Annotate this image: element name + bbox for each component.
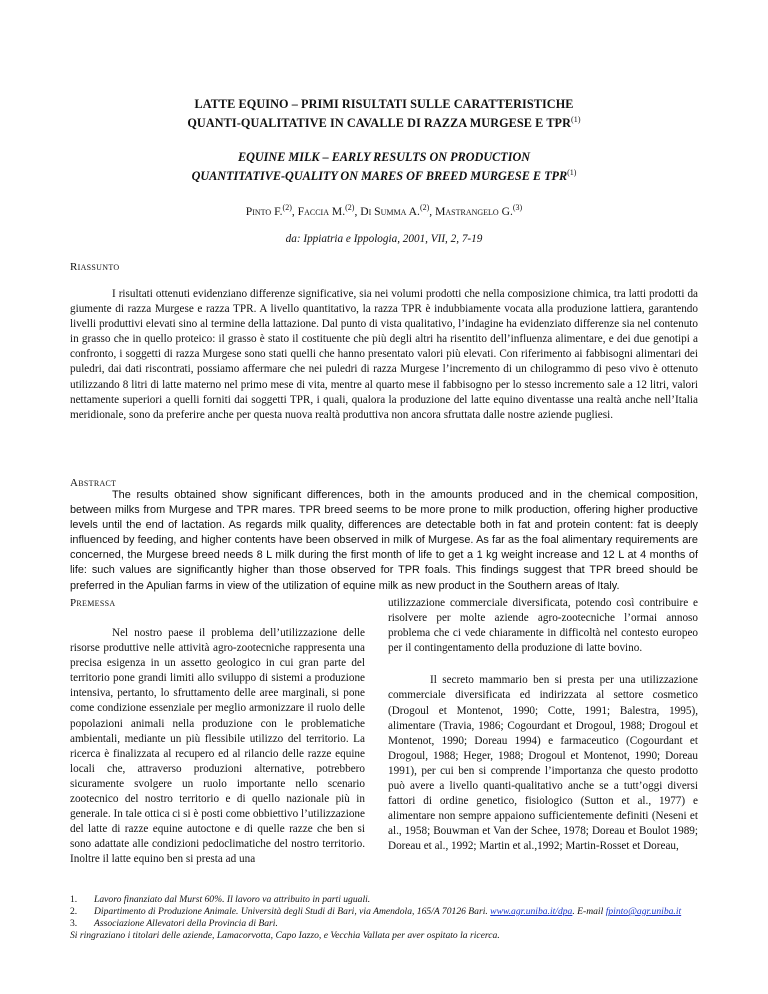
premessa-right-paragraph-1: utilizzazione commerciale diversificata, potendo così contribuire e risolvere per molte aziende agro-zootecniche l’ormai annoso problema che ci vede chiaramente in difficoltà nel contesto europeo per il contingentamento della produzione di latte bovino. bbox=[388, 597, 698, 655]
authors-line bbox=[150, 200, 618, 220]
footnote-text: Dipartimento di Produzione Animale. Università degli Studi di Bari, via Amendola, 165/A 70126 Bari. bbox=[94, 906, 488, 917]
riassunto-text: I risultati ottenuti evidenziano differenze significative, sia nei volumi prodotti che nella composizione chimica, tra latti prodotti da giumente di razza Murgese e razza TPR. A livello quantitativo, la razza TPR è indubbiamente vocata alla produzione lattiera, garantendo livelli produttivi elevati sino al termine della lattazione. Dal punto di vista qualitativo, l’indagine ha evidenziato differenze sia nel contenuto in grasso che in quello proteico: il grasso è stato il costituente che più degli altri ha risentito dell’influenza alimentare, e dei due genotipi a confronto, i soggetti di razza Murgese sono stati quelli che hanno presentato valori più elevati. Con riferimento ai fabbisogni alimentari dei puledri, dai dati riscontrati, possiamo affermare che nei puledri di razza Murgese l’incremento di un chilogrammo di peso vivo è ottenuto utilizzando 8 litri di latte materno nel primo mese di vita, mentre al quarto mese il fabbisogno per lo stesso incremento sale a 12 litri, valori nettamente superiori a quelli forniti dai soggetti TPR, i quali, qualora la produzione del latte equino diventasse una realtà anche nell’Italia meridionale, sono da preferire anche per questa nuova realtà produttiva non ancora sfruttata dalle nostre aziende pugliesi. bbox=[70, 288, 698, 421]
author-email-link[interactable]: fpinto@agr.uniba.it bbox=[605, 906, 682, 917]
department-website-link[interactable]: www.agr.uniba.it/dpa bbox=[490, 906, 573, 917]
title-italian-footnote-ref: (1) bbox=[571, 115, 581, 124]
footnotes bbox=[70, 894, 710, 942]
footnote-number: 2. bbox=[70, 906, 78, 917]
footnote-email-label: . E-mail bbox=[572, 906, 604, 917]
abstract-text: The results obtained show significant differences, both in the amounts produced and in the chemical composition, between milks from Murgese and TPR mares. TPR breed seems to be more prone to milk production, offering higher productive levels until the end of lactation. As regards milk quality, differences are detectable both in fat and protein content: fat is deeply influenced by feeding, and higher contents have been observed in milk of Murgese. As far as the foal alimentary requirements are concerned, the Murgese breed needs 8 L milk during the first month of life to get a 1 kg weight increase and 12 L at 4 months of life: such values are significantly higher than those observed for TPR foals. This findings suggest that TPR breed should be preferred in the Apulian farms in view of the utilization of equine milk as new product in the Southern areas of Italy. bbox=[70, 489, 698, 592]
title-english bbox=[110, 149, 658, 184]
title-italian-line2: QUANTI-QUALITATIVE IN CAVALLE DI RAZZA MURGESE E TPR bbox=[187, 116, 571, 131]
author-name: Mastrangelo G. bbox=[435, 204, 513, 218]
author-separator: , bbox=[354, 204, 361, 218]
title-italian-line1: LATTE EQUINO – PRIMI RISULTATI SULLE CARATTERISTICHE bbox=[194, 97, 574, 111]
author-affiliation: (2) bbox=[345, 203, 355, 212]
author-affiliation: (2) bbox=[282, 203, 292, 212]
paragraph-spacer bbox=[388, 656, 698, 673]
abstract-heading: Abstract bbox=[70, 477, 117, 489]
footnote-text: Lavoro finanziato dal Murst 60%. Il lavoro va attribuito in parti uguali. bbox=[94, 894, 371, 905]
premessa-left-column: Nel nostro paese il problema dell’utilizzazione delle risorse produttive nelle attività agro-zootecniche rappresenta una precisa esigenza in un assetto geologico in cui gran parte del territorio pone grandi limiti allo sviluppo di sistemi a produzione intensiva, pertanto, lo sfruttamento delle aree marginali, si pone come condizione essenziale per meglio armonizzare il ruolo delle popolazioni animali nella produzione con le problematiche ambientali, mediante un più flessibile utilizzo del territorio. La ricerca è finalizzata al recupero ed al rilancio delle razze equine locali che, attraverso produzioni alternative, potrebbero sicuramente svolgere un ruolo importante nello scenario zootecnico del nostro territorio e di quello nazionale più in generale. In tale ottica ci si è posti come obbiettivo l’utilizzazione del latte di razze equine autoctone e di quelle razze che ben si sono adattate alle condizioni pedoclimatiche del nostro territorio. Inoltre il latte equino ben si presta ad una bbox=[70, 627, 365, 866]
footnote-number: 1. bbox=[70, 894, 78, 905]
author-separator: , bbox=[291, 204, 298, 218]
riassunto-heading: Riassunto bbox=[70, 261, 120, 273]
premessa-right-column bbox=[388, 596, 698, 855]
footnote-number: 3. bbox=[70, 918, 78, 929]
author-affiliation: (3) bbox=[512, 203, 523, 212]
title-english-line2: QUANTITATIVE-QUALITY ON MARES OF BREED MURGESE E TPR bbox=[191, 169, 568, 184]
title-english-footnote-ref: (1) bbox=[567, 168, 577, 177]
footnote-text-wrap bbox=[94, 906, 681, 918]
title-italian-line2-wrap bbox=[110, 112, 658, 131]
author-name: Pinto F. bbox=[245, 204, 283, 218]
source-citation: da: Ippiatria e Ippologia, 2001, VII, 2, 7-19 bbox=[285, 233, 483, 245]
premessa-heading: Premessa bbox=[70, 597, 116, 609]
footnote-1 bbox=[70, 894, 710, 906]
title-italian bbox=[110, 96, 658, 131]
acknowledgements: Si ringraziano i titolari delle aziende, Lamacorvotta, Capo Iazzo, e Vecchia Vallata per aver ospitato la ricerca. bbox=[70, 930, 500, 941]
author-name: Faccia M. bbox=[297, 204, 346, 218]
author-separator: , bbox=[429, 204, 436, 218]
title-english-line1: EQUINE MILK – EARLY RESULTS ON PRODUCTION bbox=[237, 150, 531, 164]
premessa-right-paragraph-2: Il secreto mammario ben si presta per una utilizzazione commerciale diversificata ed indirizzata al settore cosmetico (Drogoul et Montenot, 1990; Cotte, 1991; Balestra, 1995), alimentare (Travia, 1986; Cogourdant et Drogoul, 1988; Drogoul et Montenot, 1990; Doreau 1994) e farmaceutico (Cogourdant et Drogoul, 1988; Heger, 1988; Drogoul et Montenot, 1990; Doreau 1991), per cui ben si comprende l’importanza che questo prodotto può avere a livello quanti-qualitativo anche se a tutt’oggi diversi fattori di ordine genetico, fisiologico (Sutton et al., 1977) e alimentare non sempre appaiono sufficientemente definiti (Neseni et al., 1958; Bouwman et Van der Schee, 1978; Doreau et Boulot 1989; Doreau et al., 1992; Martin et al.,1992; Martin-Rosset et Doreau, bbox=[388, 674, 698, 853]
footnote-3 bbox=[70, 918, 710, 930]
footnote-text: Associazione Allevatori della Provincia di Bari. bbox=[94, 918, 278, 929]
author-affiliation: (2) bbox=[419, 203, 430, 212]
author-name: Di Summa A. bbox=[360, 204, 420, 218]
footnote-2 bbox=[70, 906, 710, 918]
title-english-line2-wrap bbox=[110, 165, 658, 184]
